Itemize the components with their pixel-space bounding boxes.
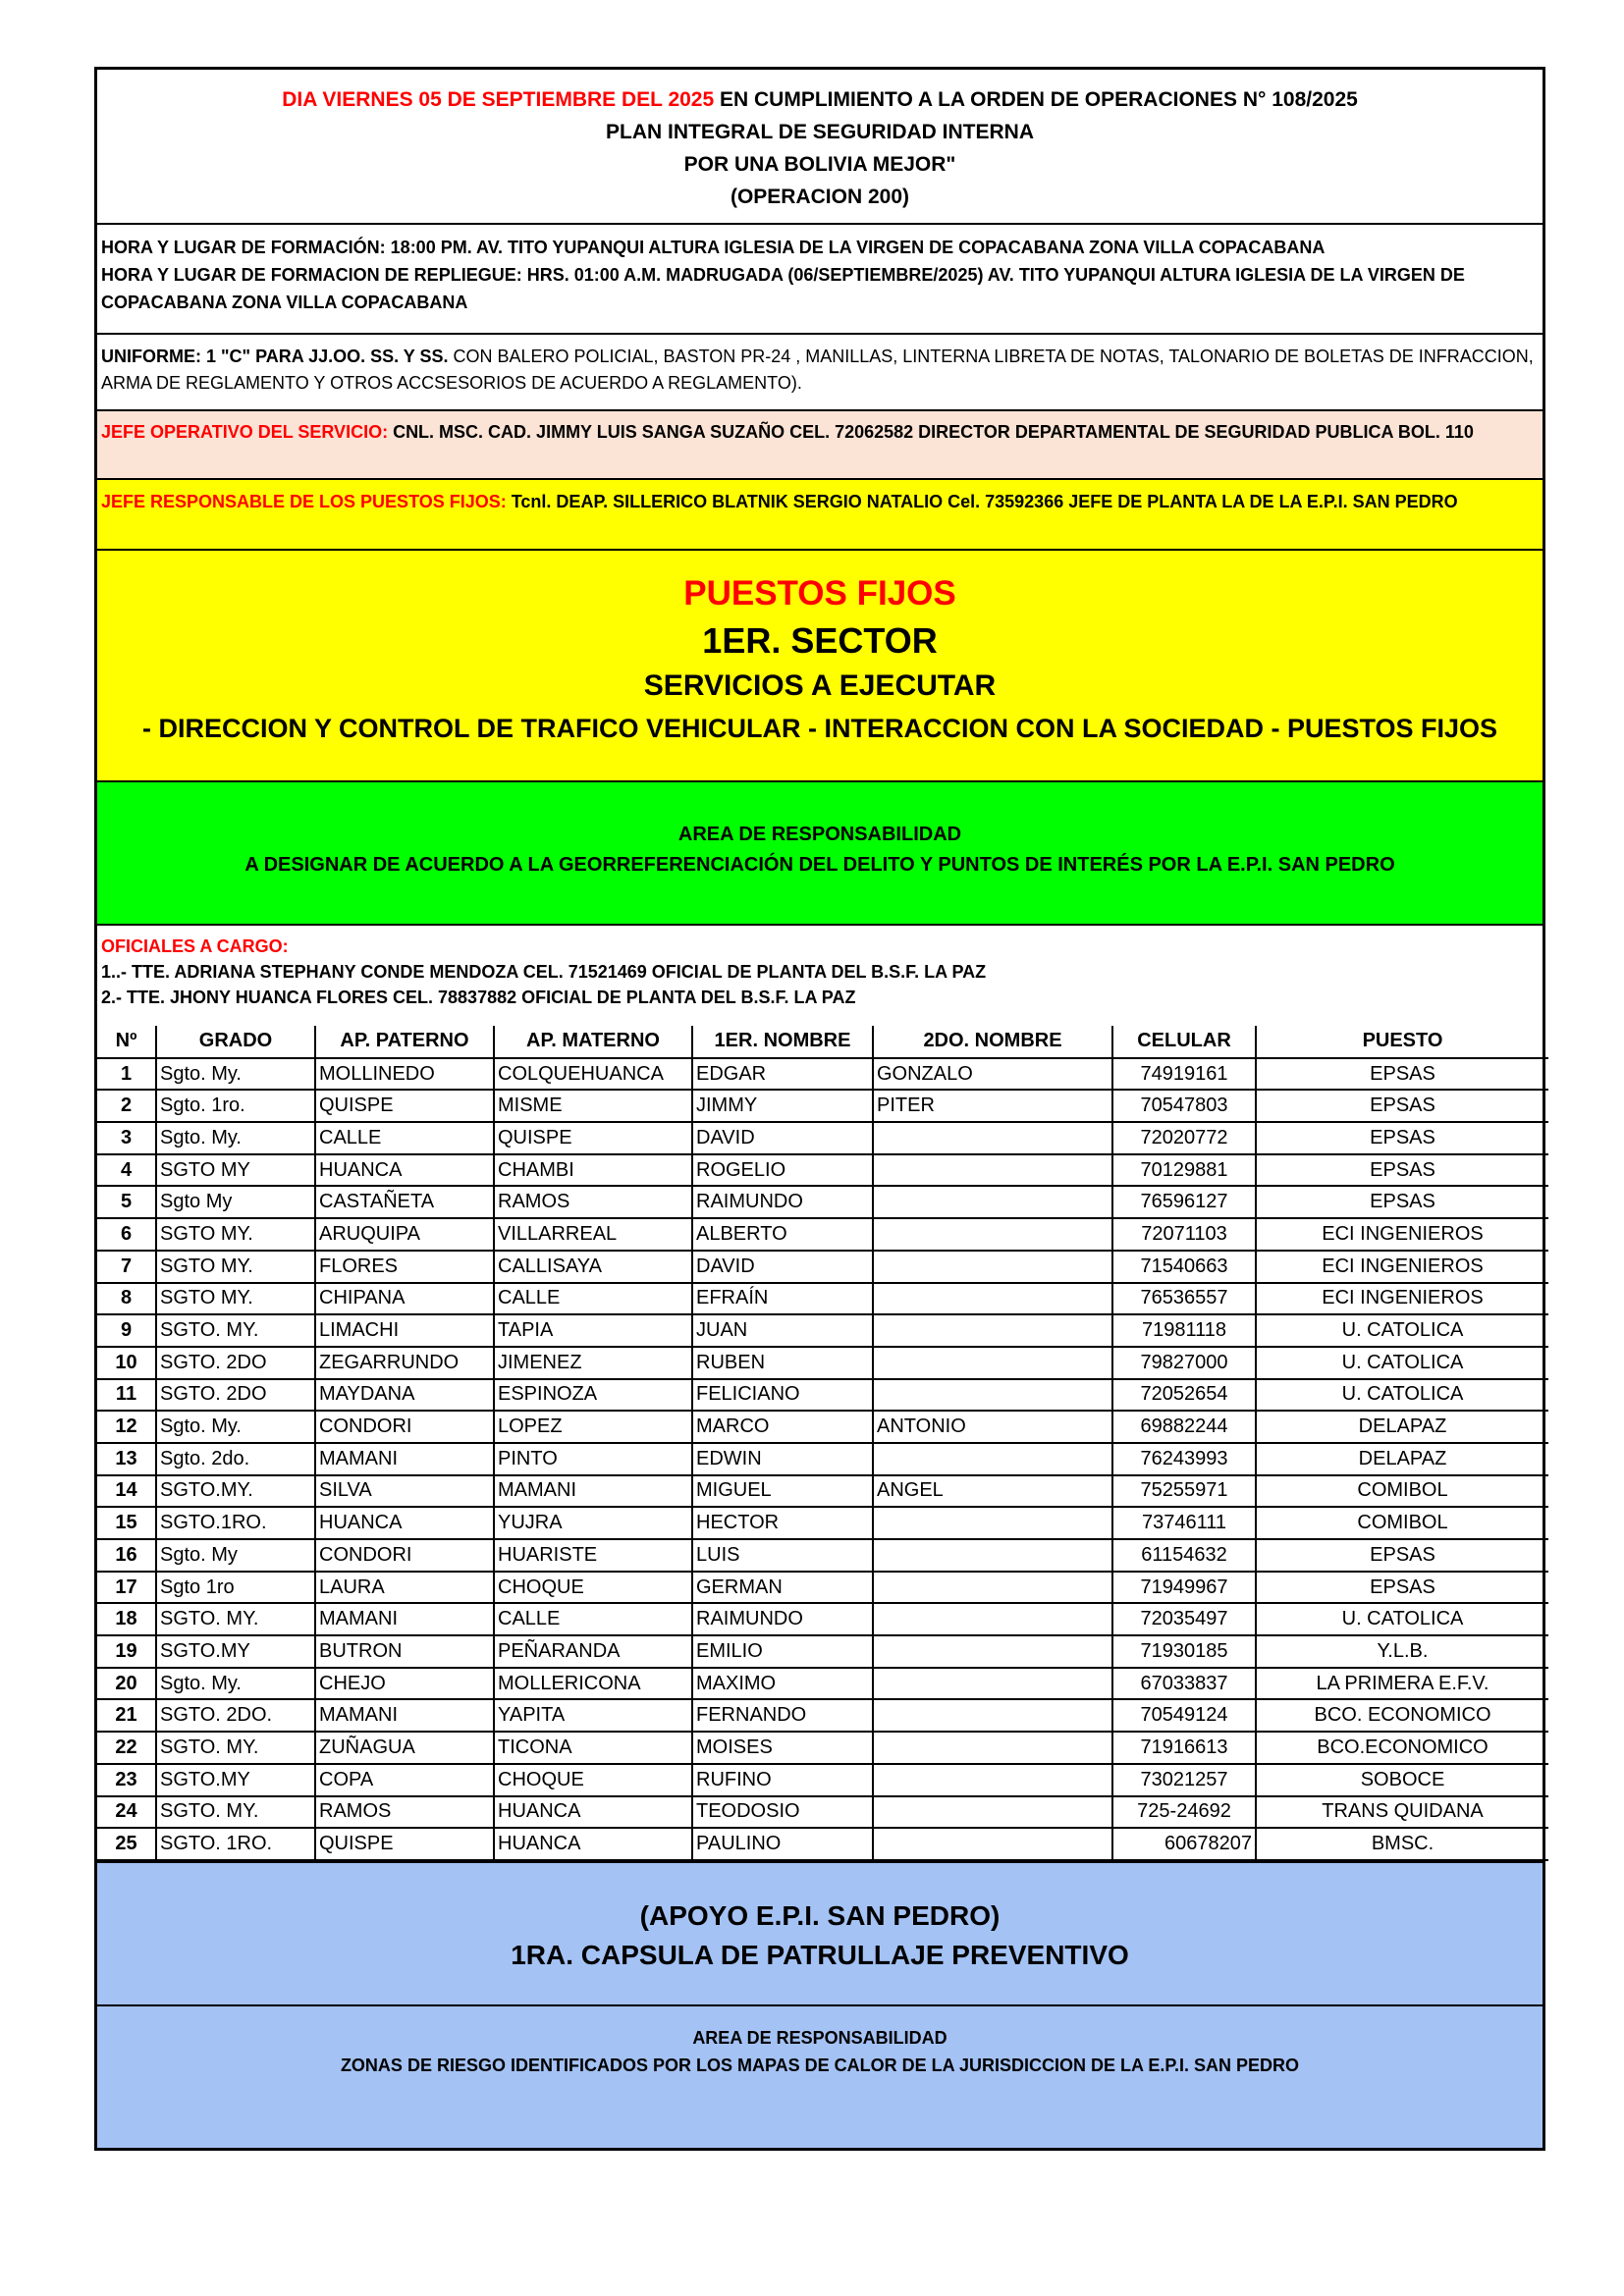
table-row — [97, 1411, 1548, 1443]
cell-grado: Sgto. My — [156, 1539, 315, 1572]
table-row — [97, 1507, 1548, 1539]
cell-celular: 72035497 — [1112, 1603, 1256, 1635]
cell-ap-paterno: MAMANI — [315, 1443, 494, 1475]
cell-num: 21 — [97, 1699, 156, 1732]
cell-ap-materno: TICONA — [494, 1732, 692, 1764]
formation-info — [97, 225, 1543, 335]
officers-in-charge — [97, 926, 1543, 1026]
operational-chief-label: JEFE OPERATIVO DEL SERVICIO: — [101, 422, 389, 442]
cell-num: 8 — [97, 1283, 156, 1315]
header-ap-paterno: AP. PATERNO — [315, 1026, 494, 1058]
cell-segundo-nombre — [873, 1539, 1112, 1572]
cell-puesto: U. CATOLICA — [1256, 1347, 1548, 1379]
cell-ap-paterno: ZEGARRUNDO — [315, 1347, 494, 1379]
cell-grado: SGTO.MY. — [156, 1475, 315, 1508]
table-row — [97, 1539, 1548, 1572]
area-1-title: AREA DE RESPONSABILIDAD — [677, 824, 962, 845]
cell-num: 1 — [97, 1058, 156, 1091]
cell-num: 17 — [97, 1572, 156, 1604]
uniform-text: CON BALERO POLICIAL, BASTON PR-24 , MANILLAS, LINTERNA LIBRETA DE NOTAS, TALONARIO DE BOLETAS DE INFRACCION, ARMA DE REGLAMENTO Y OTROS ACCSESORIOS DE ACUERDO A REGLAMENTO). — [101, 347, 1534, 393]
cell-ap-materno: CHAMBI — [494, 1154, 692, 1187]
document-sheet — [94, 67, 1545, 2151]
cell-puesto: BCO. ECONOMICO — [1256, 1699, 1548, 1732]
cell-primer-nombre: RAIMUNDO — [692, 1186, 873, 1218]
cell-num: 2 — [97, 1090, 156, 1122]
formation-line: HORA Y LUGAR DE FORMACIÓN: 18:00 PM. AV. TITO YUPANQUI ALTURA IGLESIA DE LA VIRGEN DE COPACABANA ZONA VILLA COPACABANA — [101, 238, 1326, 257]
cell-primer-nombre: MOISES — [692, 1732, 873, 1764]
table-row — [97, 1347, 1548, 1379]
cell-ap-paterno: QUISPE — [315, 1090, 494, 1122]
cell-grado: SGTO. MY. — [156, 1603, 315, 1635]
cell-ap-paterno: MOLLINEDO — [315, 1058, 494, 1091]
cell-num: 11 — [97, 1379, 156, 1412]
cell-celular: 71949967 — [1112, 1572, 1256, 1604]
cell-celular: 71930185 — [1112, 1635, 1256, 1668]
cell-celular: 72071103 — [1112, 1218, 1256, 1251]
cell-num: 4 — [97, 1154, 156, 1187]
cell-num: 23 — [97, 1764, 156, 1796]
cell-ap-paterno: LIMACHI — [315, 1314, 494, 1347]
cell-ap-materno: COLQUEHUANCA — [494, 1058, 692, 1091]
cell-primer-nombre: RUBEN — [692, 1347, 873, 1379]
cell-primer-nombre: JUAN — [692, 1314, 873, 1347]
cell-grado: Sgto. My. — [156, 1122, 315, 1154]
cell-ap-paterno: ZUÑAGUA — [315, 1732, 494, 1764]
cell-puesto: EPSAS — [1256, 1572, 1548, 1604]
cell-segundo-nombre: ANGEL — [873, 1475, 1112, 1508]
header-line-4: (OPERACION 200) — [730, 186, 910, 208]
personnel-table — [97, 1026, 1548, 1861]
cell-grado: SGTO. 2DO. — [156, 1699, 315, 1732]
cell-primer-nombre: ROGELIO — [692, 1154, 873, 1187]
cell-celular: 70129881 — [1112, 1154, 1256, 1187]
table-row — [97, 1283, 1548, 1315]
cell-ap-paterno: CALLE — [315, 1122, 494, 1154]
cell-ap-materno: VILLARREAL — [494, 1218, 692, 1251]
cell-primer-nombre: EMILIO — [692, 1635, 873, 1668]
cell-grado: SGTO. MY. — [156, 1732, 315, 1764]
cell-ap-paterno: HUANCA — [315, 1507, 494, 1539]
table-row — [97, 1635, 1548, 1668]
cell-num: 22 — [97, 1732, 156, 1764]
cell-puesto: EPSAS — [1256, 1154, 1548, 1187]
cell-primer-nombre: RUFINO — [692, 1764, 873, 1796]
cell-celular: 70549124 — [1112, 1699, 1256, 1732]
repliegue-line: HORA Y LUGAR DE FORMACION DE REPLIEGUE: HRS. 01:00 A.M. MADRUGADA (06/SEPTIEMBRE/2025) AV. TITO YUPANQUI ALTURA IGLESIA DE LA VIRGEN DE COPACABANA ZONA VILLA COPACABANA — [101, 265, 1465, 312]
cell-primer-nombre: TEODOSIO — [692, 1796, 873, 1829]
header-ap-materno: AP. MATERNO — [494, 1026, 692, 1058]
cell-puesto: ECI INGENIEROS — [1256, 1251, 1548, 1283]
cell-puesto: BMSC. — [1256, 1828, 1548, 1860]
cell-num: 7 — [97, 1251, 156, 1283]
cell-grado: SGTO MY — [156, 1154, 315, 1187]
table-row — [97, 1186, 1548, 1218]
table-row — [97, 1764, 1548, 1796]
cell-segundo-nombre — [873, 1764, 1112, 1796]
cell-puesto: DELAPAZ — [1256, 1411, 1548, 1443]
cell-segundo-nombre — [873, 1186, 1112, 1218]
table-row — [97, 1122, 1548, 1154]
cell-primer-nombre: EDGAR — [692, 1058, 873, 1091]
area-1-text: A DESIGNAR DE ACUERDO A LA GEORREFERENCIACIÓN DEL DELITO Y PUNTOS DE INTERÉS POR LA E.P.I. SAN PEDRO — [244, 854, 1395, 876]
cell-celular: 67033837 — [1112, 1668, 1256, 1700]
cell-grado: Sgto. My. — [156, 1668, 315, 1700]
cell-grado: SGTO MY. — [156, 1251, 315, 1283]
cell-num: 10 — [97, 1347, 156, 1379]
cell-celular: 72020772 — [1112, 1122, 1256, 1154]
cell-grado: SGTO. 2DO — [156, 1379, 315, 1412]
cell-segundo-nombre — [873, 1379, 1112, 1412]
cell-primer-nombre: LUIS — [692, 1539, 873, 1572]
responsibility-area-2 — [97, 2006, 1543, 2148]
cell-primer-nombre: FERNANDO — [692, 1699, 873, 1732]
cell-segundo-nombre — [873, 1347, 1112, 1379]
cell-ap-paterno: CHEJO — [315, 1668, 494, 1700]
cell-puesto: DELAPAZ — [1256, 1443, 1548, 1475]
cell-grado: Sgto My — [156, 1186, 315, 1218]
cell-celular: 69882244 — [1112, 1411, 1256, 1443]
cell-grado: Sgto 1ro — [156, 1572, 315, 1604]
services-title: SERVICIOS A EJECUTAR — [643, 669, 997, 702]
cell-grado: SGTO.1RO. — [156, 1507, 315, 1539]
table-row — [97, 1058, 1548, 1091]
table-row — [97, 1218, 1548, 1251]
header-line-1 — [97, 83, 1543, 116]
sector-title: 1ER. SECTOR — [702, 620, 938, 661]
cell-ap-materno: HUANCA — [494, 1796, 692, 1829]
cell-ap-materno: CALLISAYA — [494, 1251, 692, 1283]
cell-segundo-nombre — [873, 1283, 1112, 1315]
cell-segundo-nombre — [873, 1732, 1112, 1764]
cell-primer-nombre: FELICIANO — [692, 1379, 873, 1412]
cell-num: 9 — [97, 1314, 156, 1347]
cell-ap-materno: RAMOS — [494, 1186, 692, 1218]
cell-primer-nombre: RAIMUNDO — [692, 1603, 873, 1635]
cell-segundo-nombre — [873, 1154, 1112, 1187]
cell-ap-paterno: CONDORI — [315, 1411, 494, 1443]
cell-grado: SGTO.MY — [156, 1635, 315, 1668]
table-row — [97, 1443, 1548, 1475]
cell-puesto: EPSAS — [1256, 1058, 1548, 1091]
cell-segundo-nombre — [873, 1828, 1112, 1860]
table-row — [97, 1732, 1548, 1764]
cell-puesto: EPSAS — [1256, 1090, 1548, 1122]
cell-grado: Sgto. 1ro. — [156, 1090, 315, 1122]
patrol-title: 1RA. CAPSULA DE PATRULLAJE PREVENTIVO — [511, 1939, 1129, 1970]
cell-segundo-nombre — [873, 1251, 1112, 1283]
cell-grado: SGTO. MY. — [156, 1796, 315, 1829]
header-grado: GRADO — [156, 1026, 315, 1058]
table-row — [97, 1603, 1548, 1635]
cell-ap-paterno: SILVA — [315, 1475, 494, 1508]
cell-primer-nombre: ALBERTO — [692, 1218, 873, 1251]
uniform-label: UNIFORME: 1 "C" PARA JJ.OO. SS. Y SS. — [101, 347, 449, 366]
cell-ap-materno: CHOQUE — [494, 1764, 692, 1796]
cell-ap-materno: MAMANI — [494, 1475, 692, 1508]
cell-celular: 60678207 — [1112, 1828, 1256, 1860]
header-order: EN CUMPLIMIENTO A LA ORDEN DE OPERACIONES N° 108/2025 — [714, 88, 1358, 111]
cell-puesto: SOBOCE — [1256, 1764, 1548, 1796]
cell-ap-materno: YAPITA — [494, 1699, 692, 1732]
cell-grado: SGTO. 1RO. — [156, 1828, 315, 1860]
fixed-posts-title: PUESTOS FIJOS — [683, 574, 956, 613]
cell-grado: SGTO.MY — [156, 1764, 315, 1796]
cell-primer-nombre: JIMMY — [692, 1090, 873, 1122]
cell-celular: 76243993 — [1112, 1443, 1256, 1475]
cell-ap-materno: ESPINOZA — [494, 1379, 692, 1412]
cell-segundo-nombre — [873, 1443, 1112, 1475]
cell-ap-materno: PINTO — [494, 1443, 692, 1475]
fixed-posts-chief-label: JEFE RESPONSABLE DE LOS PUESTOS FIJOS: — [101, 492, 507, 511]
cell-puesto: TRANS QUIDANA — [1256, 1796, 1548, 1829]
cell-segundo-nombre — [873, 1603, 1112, 1635]
cell-primer-nombre: EFRAÍN — [692, 1283, 873, 1315]
table-row — [97, 1379, 1548, 1412]
cell-ap-paterno: MAMANI — [315, 1603, 494, 1635]
cell-segundo-nombre — [873, 1699, 1112, 1732]
cell-puesto: LA PRIMERA E.F.V. — [1256, 1668, 1548, 1700]
operational-chief-text: CNL. MSC. CAD. JIMMY LUIS SANGA SUZAÑO CEL. 72062582 DIRECTOR DEPARTAMENTAL DE SEGURIDAD PUBLICA BOL. 110 — [388, 422, 1474, 442]
cell-segundo-nombre: GONZALO — [873, 1058, 1112, 1091]
cell-celular: 70547803 — [1112, 1090, 1256, 1122]
cell-primer-nombre: MARCO — [692, 1411, 873, 1443]
cell-ap-materno: MOLLERICONA — [494, 1668, 692, 1700]
fixed-posts-chief-text: Tcnl. DEAP. SILLERICO BLATNIK SERGIO NATALIO Cel. 73592366 JEFE DE PLANTA LA DE LA E.P.I. SAN PEDRO — [506, 492, 1458, 511]
cell-num: 19 — [97, 1635, 156, 1668]
cell-primer-nombre: PAULINO — [692, 1828, 873, 1860]
cell-puesto: BCO.ECONOMICO — [1256, 1732, 1548, 1764]
cell-celular: 725-24692 — [1112, 1796, 1256, 1829]
cell-ap-materno: HUANCA — [494, 1828, 692, 1860]
cell-ap-materno: HUARISTE — [494, 1539, 692, 1572]
cell-celular: 71916613 — [1112, 1732, 1256, 1764]
cell-ap-materno: MISME — [494, 1090, 692, 1122]
cell-primer-nombre: DAVID — [692, 1122, 873, 1154]
cell-celular: 73746111 — [1112, 1507, 1256, 1539]
cell-ap-materno: TAPIA — [494, 1314, 692, 1347]
cell-ap-paterno: CONDORI — [315, 1539, 494, 1572]
cell-ap-materno: CALLE — [494, 1283, 692, 1315]
cell-ap-paterno: CASTAÑETA — [315, 1186, 494, 1218]
cell-puesto: ECI INGENIEROS — [1256, 1283, 1548, 1315]
cell-grado: Sgto. My. — [156, 1058, 315, 1091]
uniform-info — [97, 335, 1543, 411]
fixed-posts-banner — [97, 551, 1543, 782]
table-row — [97, 1475, 1548, 1508]
header-num: Nº — [97, 1026, 156, 1058]
cell-grado: SGTO MY. — [156, 1283, 315, 1315]
document-header — [97, 70, 1543, 225]
cell-segundo-nombre — [873, 1796, 1112, 1829]
header-puesto: PUESTO — [1256, 1026, 1548, 1058]
cell-puesto: EPSAS — [1256, 1539, 1548, 1572]
area-2-title: AREA DE RESPONSABILIDAD — [692, 2027, 947, 2048]
cell-ap-paterno: MAMANI — [315, 1699, 494, 1732]
cell-primer-nombre: MAXIMO — [692, 1668, 873, 1700]
cell-segundo-nombre — [873, 1572, 1112, 1604]
officer-line-2: 2.- TTE. JHONY HUANCA FLORES CEL. 78837882 OFICIAL DE PLANTA DEL B.S.F. LA PAZ — [101, 988, 856, 1007]
cell-segundo-nombre — [873, 1668, 1112, 1700]
cell-ap-materno: QUISPE — [494, 1122, 692, 1154]
cell-num: 24 — [97, 1796, 156, 1829]
cell-primer-nombre: GERMAN — [692, 1572, 873, 1604]
cell-ap-paterno: RAMOS — [315, 1796, 494, 1829]
cell-segundo-nombre — [873, 1314, 1112, 1347]
fixed-posts-chief — [97, 480, 1543, 551]
cell-grado: Sgto. My. — [156, 1411, 315, 1443]
cell-ap-paterno: HUANCA — [315, 1154, 494, 1187]
area-2-text: ZONAS DE RIESGO IDENTIFICADOS POR LOS MAPAS DE CALOR DE LA JURISDICCION DE LA E.P.I. SAN PEDRO — [340, 2055, 1300, 2075]
officers-title: OFICIALES A CARGO: — [101, 936, 289, 956]
cell-segundo-nombre — [873, 1635, 1112, 1668]
cell-ap-materno: JIMENEZ — [494, 1347, 692, 1379]
cell-ap-paterno: MAYDANA — [315, 1379, 494, 1412]
cell-puesto: ECI INGENIEROS — [1256, 1218, 1548, 1251]
cell-ap-materno: PEÑARANDA — [494, 1635, 692, 1668]
cell-puesto: U. CATOLICA — [1256, 1603, 1548, 1635]
cell-segundo-nombre — [873, 1507, 1112, 1539]
operational-chief — [97, 411, 1543, 480]
table-row — [97, 1572, 1548, 1604]
header-celular: CELULAR — [1112, 1026, 1256, 1058]
cell-celular: 76536557 — [1112, 1283, 1256, 1315]
cell-num: 14 — [97, 1475, 156, 1508]
support-banner — [97, 1861, 1543, 2006]
cell-puesto: EPSAS — [1256, 1122, 1548, 1154]
table-row — [97, 1251, 1548, 1283]
cell-num: 18 — [97, 1603, 156, 1635]
cell-grado: SGTO. 2DO — [156, 1347, 315, 1379]
table-row — [97, 1796, 1548, 1829]
header-segundo-nombre: 2DO. NOMBRE — [873, 1026, 1112, 1058]
cell-ap-materno: LOPEZ — [494, 1411, 692, 1443]
cell-puesto: COMIBOL — [1256, 1475, 1548, 1508]
cell-ap-paterno: LAURA — [315, 1572, 494, 1604]
cell-celular: 74919161 — [1112, 1058, 1256, 1091]
cell-num: 16 — [97, 1539, 156, 1572]
table-row — [97, 1090, 1548, 1122]
header-line-2: PLAN INTEGRAL DE SEGURIDAD INTERNA — [606, 121, 1034, 143]
cell-num: 20 — [97, 1668, 156, 1700]
cell-puesto: U. CATOLICA — [1256, 1314, 1548, 1347]
cell-ap-paterno: ARUQUIPA — [315, 1218, 494, 1251]
table-row — [97, 1699, 1548, 1732]
cell-num: 3 — [97, 1122, 156, 1154]
header-date: DIA VIERNES 05 DE SEPTIEMBRE DEL 2025 — [282, 88, 715, 111]
cell-primer-nombre: HECTOR — [692, 1507, 873, 1539]
officer-line-1: 1..- TTE. ADRIANA STEPHANY CONDE MENDOZA CEL. 71521469 OFICIAL DE PLANTA DEL B.S.F. LA PAZ — [101, 962, 987, 982]
cell-ap-paterno: QUISPE — [315, 1828, 494, 1860]
table-row — [97, 1668, 1548, 1700]
cell-puesto: Y.L.B. — [1256, 1635, 1548, 1668]
cell-puesto: U. CATOLICA — [1256, 1379, 1548, 1412]
cell-primer-nombre: DAVID — [692, 1251, 873, 1283]
cell-num: 5 — [97, 1186, 156, 1218]
table-row — [97, 1314, 1548, 1347]
cell-celular: 73021257 — [1112, 1764, 1256, 1796]
cell-celular: 61154632 — [1112, 1539, 1256, 1572]
cell-num: 6 — [97, 1218, 156, 1251]
cell-num: 13 — [97, 1443, 156, 1475]
services-detail: - DIRECCION Y CONTROL DE TRAFICO VEHICULAR - INTERACCION CON LA SOCIEDAD - PUESTOS FIJOS — [141, 714, 1498, 743]
cell-celular: 76596127 — [1112, 1186, 1256, 1218]
table-row — [97, 1154, 1548, 1187]
support-title: (APOYO E.P.I. SAN PEDRO) — [639, 1899, 1001, 1931]
cell-segundo-nombre — [873, 1218, 1112, 1251]
cell-celular: 75255971 — [1112, 1475, 1256, 1508]
cell-grado: Sgto. 2do. — [156, 1443, 315, 1475]
cell-segundo-nombre: ANTONIO — [873, 1411, 1112, 1443]
responsibility-area-1 — [97, 782, 1543, 926]
cell-celular: 71981118 — [1112, 1314, 1256, 1347]
header-primer-nombre: 1ER. NOMBRE — [692, 1026, 873, 1058]
header-line-3: POR UNA BOLIVIA MEJOR" — [683, 153, 956, 176]
cell-celular: 71540663 — [1112, 1251, 1256, 1283]
cell-celular: 72052654 — [1112, 1379, 1256, 1412]
cell-num: 15 — [97, 1507, 156, 1539]
cell-grado: SGTO. MY. — [156, 1314, 315, 1347]
cell-ap-paterno: BUTRON — [315, 1635, 494, 1668]
cell-num: 12 — [97, 1411, 156, 1443]
table-row — [97, 1828, 1548, 1860]
cell-ap-materno: CHOQUE — [494, 1572, 692, 1604]
cell-puesto: COMIBOL — [1256, 1507, 1548, 1539]
cell-primer-nombre: EDWIN — [692, 1443, 873, 1475]
cell-segundo-nombre — [873, 1122, 1112, 1154]
cell-grado: SGTO MY. — [156, 1218, 315, 1251]
table-header-row — [97, 1026, 1548, 1058]
cell-ap-paterno: COPA — [315, 1764, 494, 1796]
cell-puesto: EPSAS — [1256, 1186, 1548, 1218]
cell-ap-materno: YUJRA — [494, 1507, 692, 1539]
cell-ap-paterno: CHIPANA — [315, 1283, 494, 1315]
cell-num: 25 — [97, 1828, 156, 1860]
cell-ap-materno: CALLE — [494, 1603, 692, 1635]
cell-primer-nombre: MIGUEL — [692, 1475, 873, 1508]
cell-ap-paterno: FLORES — [315, 1251, 494, 1283]
cell-segundo-nombre: PITER — [873, 1090, 1112, 1122]
cell-celular: 79827000 — [1112, 1347, 1256, 1379]
